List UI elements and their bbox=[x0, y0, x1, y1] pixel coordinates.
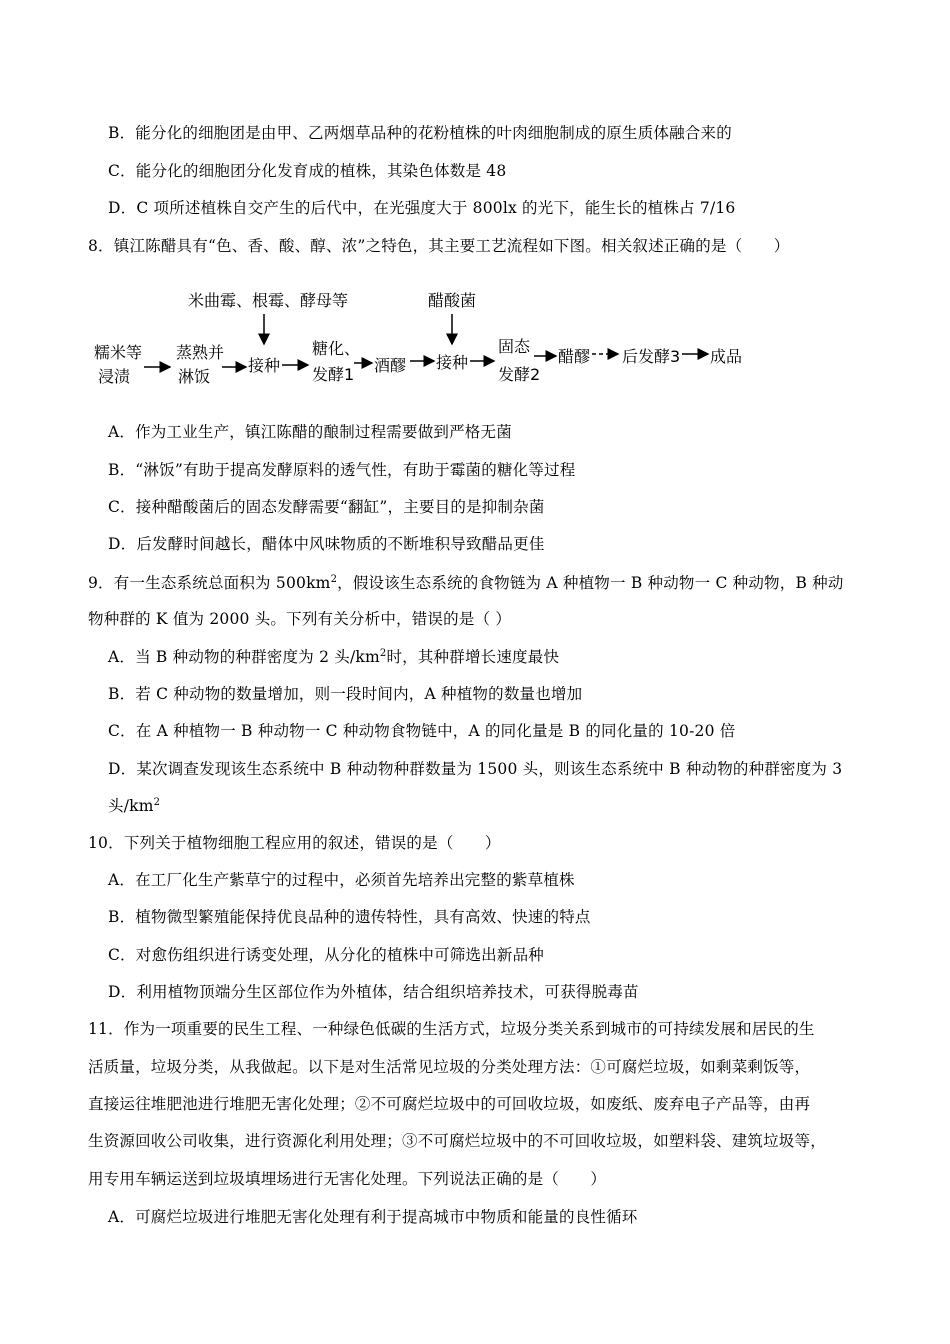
flow-step-1a: 糯米等 bbox=[94, 343, 143, 362]
q9-option-d-line-2: 头$/km^2$ bbox=[108, 797, 161, 815]
flow-step-10: 成品 bbox=[710, 347, 743, 366]
q8-option-d: D．后发酵时间越长，醋体中风味物质的不断堆积导致醋品更佳 bbox=[108, 535, 545, 553]
q9-stem-line-2: 物种群的 K 值为 2000 头。下列有关分析中，错误的是（ ） bbox=[88, 610, 512, 628]
q11-stem-line-2: 活质量，垃圾分类，从我做起。以下是对生活常见垃圾的分类处理方法：①可腐烂垃圾，如剩菜剩饭等， bbox=[88, 1058, 811, 1076]
q10-option-a: A．在工厂化生产紫草宁的过程中，必须首先培养出完整的紫草植株 bbox=[108, 871, 575, 889]
q11-stem-line-1: 11．作为一项重要的民生工程、一种绿色低碳的生活方式，垃圾分类关系到城市的可持续发展和居民的生 bbox=[88, 1020, 815, 1038]
flow-step-4b: 发酵1 bbox=[312, 365, 355, 384]
q10-option-b: B．植物微型繁殖能保持优良品种的遗传特性，具有高效、快速的特点 bbox=[108, 908, 591, 926]
q11-stem-line-4: 生资源回收公司收集，进行资源化利用处理；③不可腐烂垃圾中的不可回收垃圾，如塑料袋、建筑垃圾等， bbox=[88, 1132, 826, 1150]
q8-option-c: C．接种醋酸菌后的固态发酵需要“翻缸”，主要目的是抑制杂菌 bbox=[108, 498, 545, 516]
q10-option-c: C．对愈伤组织进行诱变处理，从分化的植株中可筛选出新品种 bbox=[108, 946, 544, 964]
process-flow-diagram bbox=[88, 282, 768, 404]
flow-step-1b: 浸渍 bbox=[98, 367, 131, 386]
flow-step-3: 接种 bbox=[248, 356, 281, 375]
q10-stem: 10．下列关于植物细胞工程应用的叙述，错误的是（ ） bbox=[88, 834, 501, 852]
q10-option-d: D．利用植物顶端分生区部位作为外植体，结合组织培养技术，可获得脱毒苗 bbox=[108, 983, 639, 1001]
q9-option-b: B．若 C 种动物的数量增加，则一段时间内，A 种植物的数量也增加 bbox=[108, 685, 583, 703]
q9-option-d-line-1: D．某次调查发现该生态系统中 B 种动物种群数量为 1500 头，则该生态系统中 B 种动物的种群密度为 3 bbox=[108, 760, 843, 778]
flow-step-7a: 固态 bbox=[498, 337, 531, 356]
q11-stem-line-5: 用专用车辆运送到垃圾填埋场进行无害化处理。下列说法正确的是（ ） bbox=[88, 1170, 607, 1188]
q7-option-d: D．C 项所述植株自交产生的后代中，在光强度大于 800lx 的光下，能生长的植株占 7/16 bbox=[108, 199, 736, 217]
q11-stem-line-3: 直接运往堆肥池进行堆肥无害化处理；②不可腐烂垃圾中的可回收垃圾，如废纸、废弃电子产品等，由再 bbox=[88, 1095, 811, 1113]
flow-step-9: 后发酵3 bbox=[622, 347, 681, 366]
q8-option-b: B．“淋饭”有助于提高发酵原料的透气性，有助于霉菌的糖化等过程 bbox=[108, 461, 576, 479]
flow-step-6: 接种 bbox=[436, 353, 469, 372]
flow-inoculant-2: 醋酸菌 bbox=[428, 291, 477, 310]
q9-option-c: C．在 A 种植物一 B 种动物一 C 种动物食物链中，A 的同化量是 B 的同化量的 10-20 倍 bbox=[108, 722, 736, 740]
flow-step-8: 醋醪 bbox=[558, 347, 591, 366]
q11-option-a: A．可腐烂垃圾进行堆肥无害化处理有利于提高城市中物质和能量的良性循环 bbox=[108, 1208, 638, 1226]
q8-option-a: A．作为工业生产，镇江陈醋的酿制过程需要做到严格无菌 bbox=[108, 423, 512, 441]
q9-option-a: A．当 B 种动物的种群密度为 2 头$/km^2$时，其种群增长速度最快 bbox=[108, 648, 560, 666]
flow-step-2a: 蒸熟并 bbox=[176, 343, 225, 362]
flow-step-7b: 发酵2 bbox=[498, 365, 541, 384]
q7-option-c: C．能分化的细胞团分化发育成的植株，其染色体数是 48 bbox=[108, 162, 507, 180]
q9-stem-line-1: 9．有一生态系统总面积为 $500km^2$，假设该生态系统的食物链为 A 种植物一 B 种动物一 C 种动物，B 种动 bbox=[88, 574, 844, 592]
q8-stem: 8．镇江陈醋具有“色、香、酸、醇、浓”之特色，其主要工艺流程如下图。相关叙述正确的是（ ） bbox=[88, 237, 790, 255]
flow-step-5: 酒醪 bbox=[374, 356, 407, 375]
q7-option-b: B．能分化的细胞团是由甲、乙两烟草品种的花粉植株的叶肉细胞制成的原生质体融合来的 bbox=[108, 124, 732, 142]
flow-step-2b: 淋饭 bbox=[178, 367, 211, 386]
flow-step-4a: 糖化、 bbox=[312, 339, 361, 358]
flow-inoculant-1: 米曲霉、根霉、酵母等 bbox=[188, 291, 349, 310]
